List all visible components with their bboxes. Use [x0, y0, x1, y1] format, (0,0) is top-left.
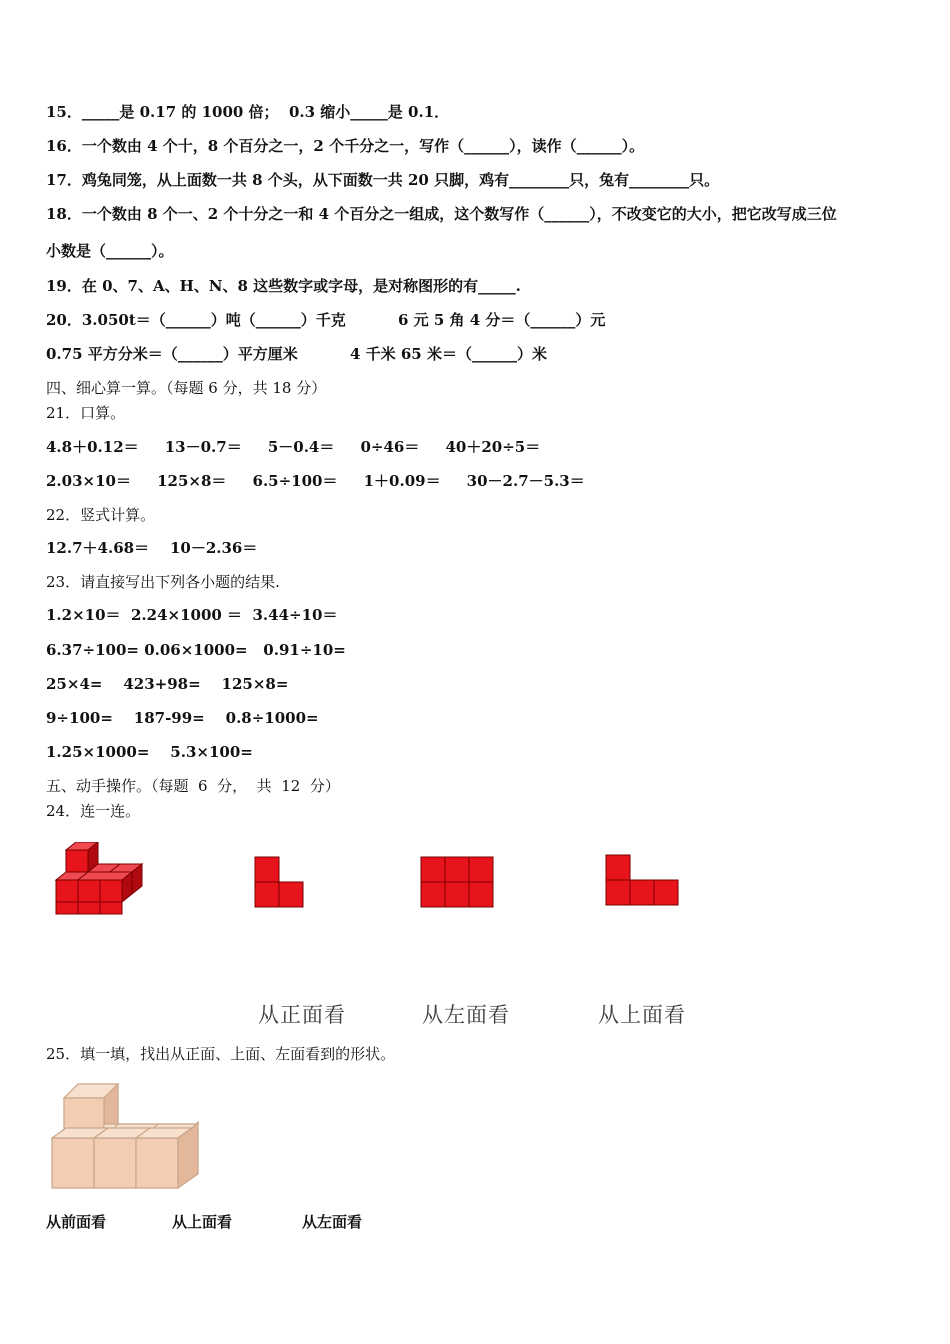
question-23-row-3: 25×4= 423+98= 125×8=: [46, 675, 289, 693]
red-view-shape-2: [420, 856, 494, 908]
question-21: 21．口算。: [46, 404, 126, 422]
question-18: 18．一个数由 8 个一、2 个十分之一和 4 个百分之一组成，这个数写作（______），不改变它的大小，把它改写成三位: [46, 205, 837, 223]
question-20-cont: 0.75 平方分米＝（______）平方厘米 4 千米 65 米＝（______）米: [46, 345, 547, 363]
beige-cube-solid-figure: [50, 1078, 206, 1192]
question-23-row-4: 9÷100= 187-99= 0.8÷1000=: [46, 709, 319, 727]
question-24: 24．连一连。: [46, 802, 141, 820]
view-label-left: 从左面看: [422, 1003, 510, 1027]
question-25: 25．填一填，找出从正面、上面、左面看到的形状。: [46, 1045, 396, 1063]
q25-label-front: 从前面看: [46, 1213, 107, 1231]
question-17: 17．鸡兔同笼，从上面数一共 8 个头，从下面数一共 20 只脚，鸡有________只，兔有________只。: [46, 171, 720, 189]
red-view-shape-3: [605, 854, 681, 906]
question-23-row-2: 6.37÷100= 0.06×1000= 0.91÷10=: [46, 641, 346, 659]
view-label-top: 从上面看: [598, 1003, 686, 1027]
q25-label-left: 从左面看: [302, 1213, 363, 1231]
question-20: 20．3.050t＝（______）吨（______）千克 6 元 5 角 4 分＝（______）元: [46, 311, 606, 329]
question-23-row-5: 1.25×1000= 5.3×100=: [46, 743, 253, 761]
question-19: 19．在 0、7、A、H、N、8 这些数字或字母，是对称图形的有_____.: [46, 277, 521, 295]
section-4-heading: 四、细心算一算。（每题 6 分，共 18 分）: [46, 379, 327, 397]
red-view-shape-1: [254, 856, 306, 908]
red-cube-solid-figure: [52, 842, 152, 916]
section-5-heading: 五、动手操作。（每题 6 分， 共 12 分）: [46, 777, 340, 795]
question-23: 23．请直接写出下列各小题的结果.: [46, 573, 280, 591]
q25-label-top: 从上面看: [172, 1213, 233, 1231]
question-22-row: 12.7＋4.68＝ 10－2.36＝: [46, 539, 258, 557]
view-label-front: 从正面看: [258, 1003, 346, 1027]
question-15: 15．_____是 0.17 的 1000 倍； 0.3 缩小_____是 0.1．: [46, 103, 450, 121]
question-21-row-1: 4.8＋0.12＝ 13－0.7＝ 5－0.4＝ 0÷46＝ 40＋20÷5＝: [46, 438, 541, 456]
question-21-row-2: 2.03×10＝ 125×8＝ 6.5÷100＝ 1＋0.09＝ 30－2.7－5.3＝: [46, 472, 585, 490]
question-16: 16．一个数由 4 个十，8 个百分之一，2 个千分之一，写作（______），读作（______）。: [46, 137, 645, 155]
question-23-row-1: 1.2×10＝ 2.24×1000 ＝ 3.44÷10＝: [46, 606, 338, 624]
question-22: 22．竖式计算。: [46, 506, 156, 524]
question-18-cont: 小数是（______）。: [46, 242, 174, 260]
